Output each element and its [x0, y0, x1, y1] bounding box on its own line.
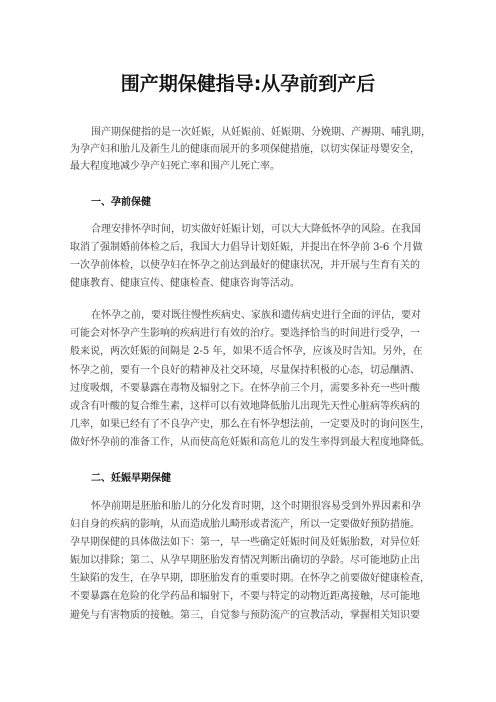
- document-title: 围产期保健指导:从孕前到产后: [120, 73, 376, 95]
- intro-line-2: 为孕产妇和胎儿及新生儿的健康而展开的多项保健措施，以切实保证母婴安全，: [70, 144, 420, 155]
- s2p1-line-6: 不要暴露在危险的化学药品和辐射下，不要与特定的动物近距离接触，尽可能地: [70, 591, 420, 602]
- s1p2-line-5: 过度吸烟，不要暴露在毒物及辐射之下。在怀孕前三个月，需要多补充一些叶酸: [70, 383, 420, 394]
- s1p2-line-2: 可能会对怀孕产生影响的疾病进行有效的治疗。要选择恰当的时间进行受孕，一: [70, 328, 420, 339]
- s2p1-line-7: 避免与有害物质的接触。第三，自觉参与预防流产的宣教活动，掌握相关知识要: [70, 610, 420, 621]
- s1p1-line-1: 合理安排怀孕时间，切实做好妊娠计划，可以大大降低怀孕的风险。在我国: [91, 224, 421, 235]
- s1p2-line-8: 做好怀孕前的准备工作，从而使高危妊娠和高危儿的发生率得到最大程度地降低。: [70, 437, 430, 448]
- s2p1-line-3: 孕早期保健的具体做法如下：第一，早一些确定妊娠时间及妊娠胎数，对异位妊: [70, 537, 420, 548]
- s1p1-line-4: 健康教育、健康宣传、健康检查、健康咨询等活动。: [70, 278, 300, 289]
- s1p2-line-6: 或含有叶酸的复合维生素，这样可以有效地降低胎儿出现先天性心脏病等疾病的: [70, 401, 420, 412]
- s2p1-line-5: 生缺陷的发生，在孕早期，即胚胎发育的重要时期。在怀孕之前要做好健康检查，: [70, 573, 430, 584]
- intro-line-3: 最大程度地减少孕产妇死亡率和围产儿死亡率。: [70, 161, 280, 172]
- s2p1-line-2: 妇自身的疾病的影响，从而造成胎儿畸形或者流产，所以一定要做好预防措施。: [70, 519, 420, 530]
- intro-line-1: 围产期保健指的是一次妊娠，从妊娠前、妊娠期、分娩期、产褥期、哺乳期，: [91, 127, 431, 138]
- s1p2-line-3: 般来说，两次妊娠的间隔是 2-5 年，如果不适合怀孕，应该及时告知。另外，在: [70, 346, 423, 357]
- s2p1-line-1: 怀孕前期是胚胎和胎儿的分化发育时期，这个时期很容易受到外界因素和孕: [91, 501, 421, 512]
- s1p2-line-1: 在怀孕之前，要对既往慢性疾病史、家族和遗传病史进行全面的评估，要对: [91, 310, 421, 321]
- s1p1-line-3: 一次孕前体检，以使孕妇在怀孕之前达到最好的健康状况，并开展与生育有关的: [70, 260, 420, 271]
- s1p2-line-7: 几率，如果已经有了不良孕产史，那么在有怀孕想法前，一定要及时的询问医生，: [70, 419, 430, 430]
- section-heading-early-pregnancy: 二、妊娠早期保健: [91, 473, 171, 484]
- s1p1-line-2: 取消了强制婚前体检之后，我国大力倡导计划妊娠，并提出在怀孕前 3-6 个月做: [70, 242, 423, 253]
- section-heading-preconception: 一、孕前保健: [91, 197, 151, 208]
- s1p2-line-4: 怀孕之前，要有一个良好的精神及社交环境，尽量保持积极的心态，切忌酗酒、: [70, 365, 420, 376]
- s2p1-line-4: 娠加以排除；第二、从孕早期胚胎发育情况判断出确切的孕龄。尽可能地防止出: [70, 555, 420, 566]
